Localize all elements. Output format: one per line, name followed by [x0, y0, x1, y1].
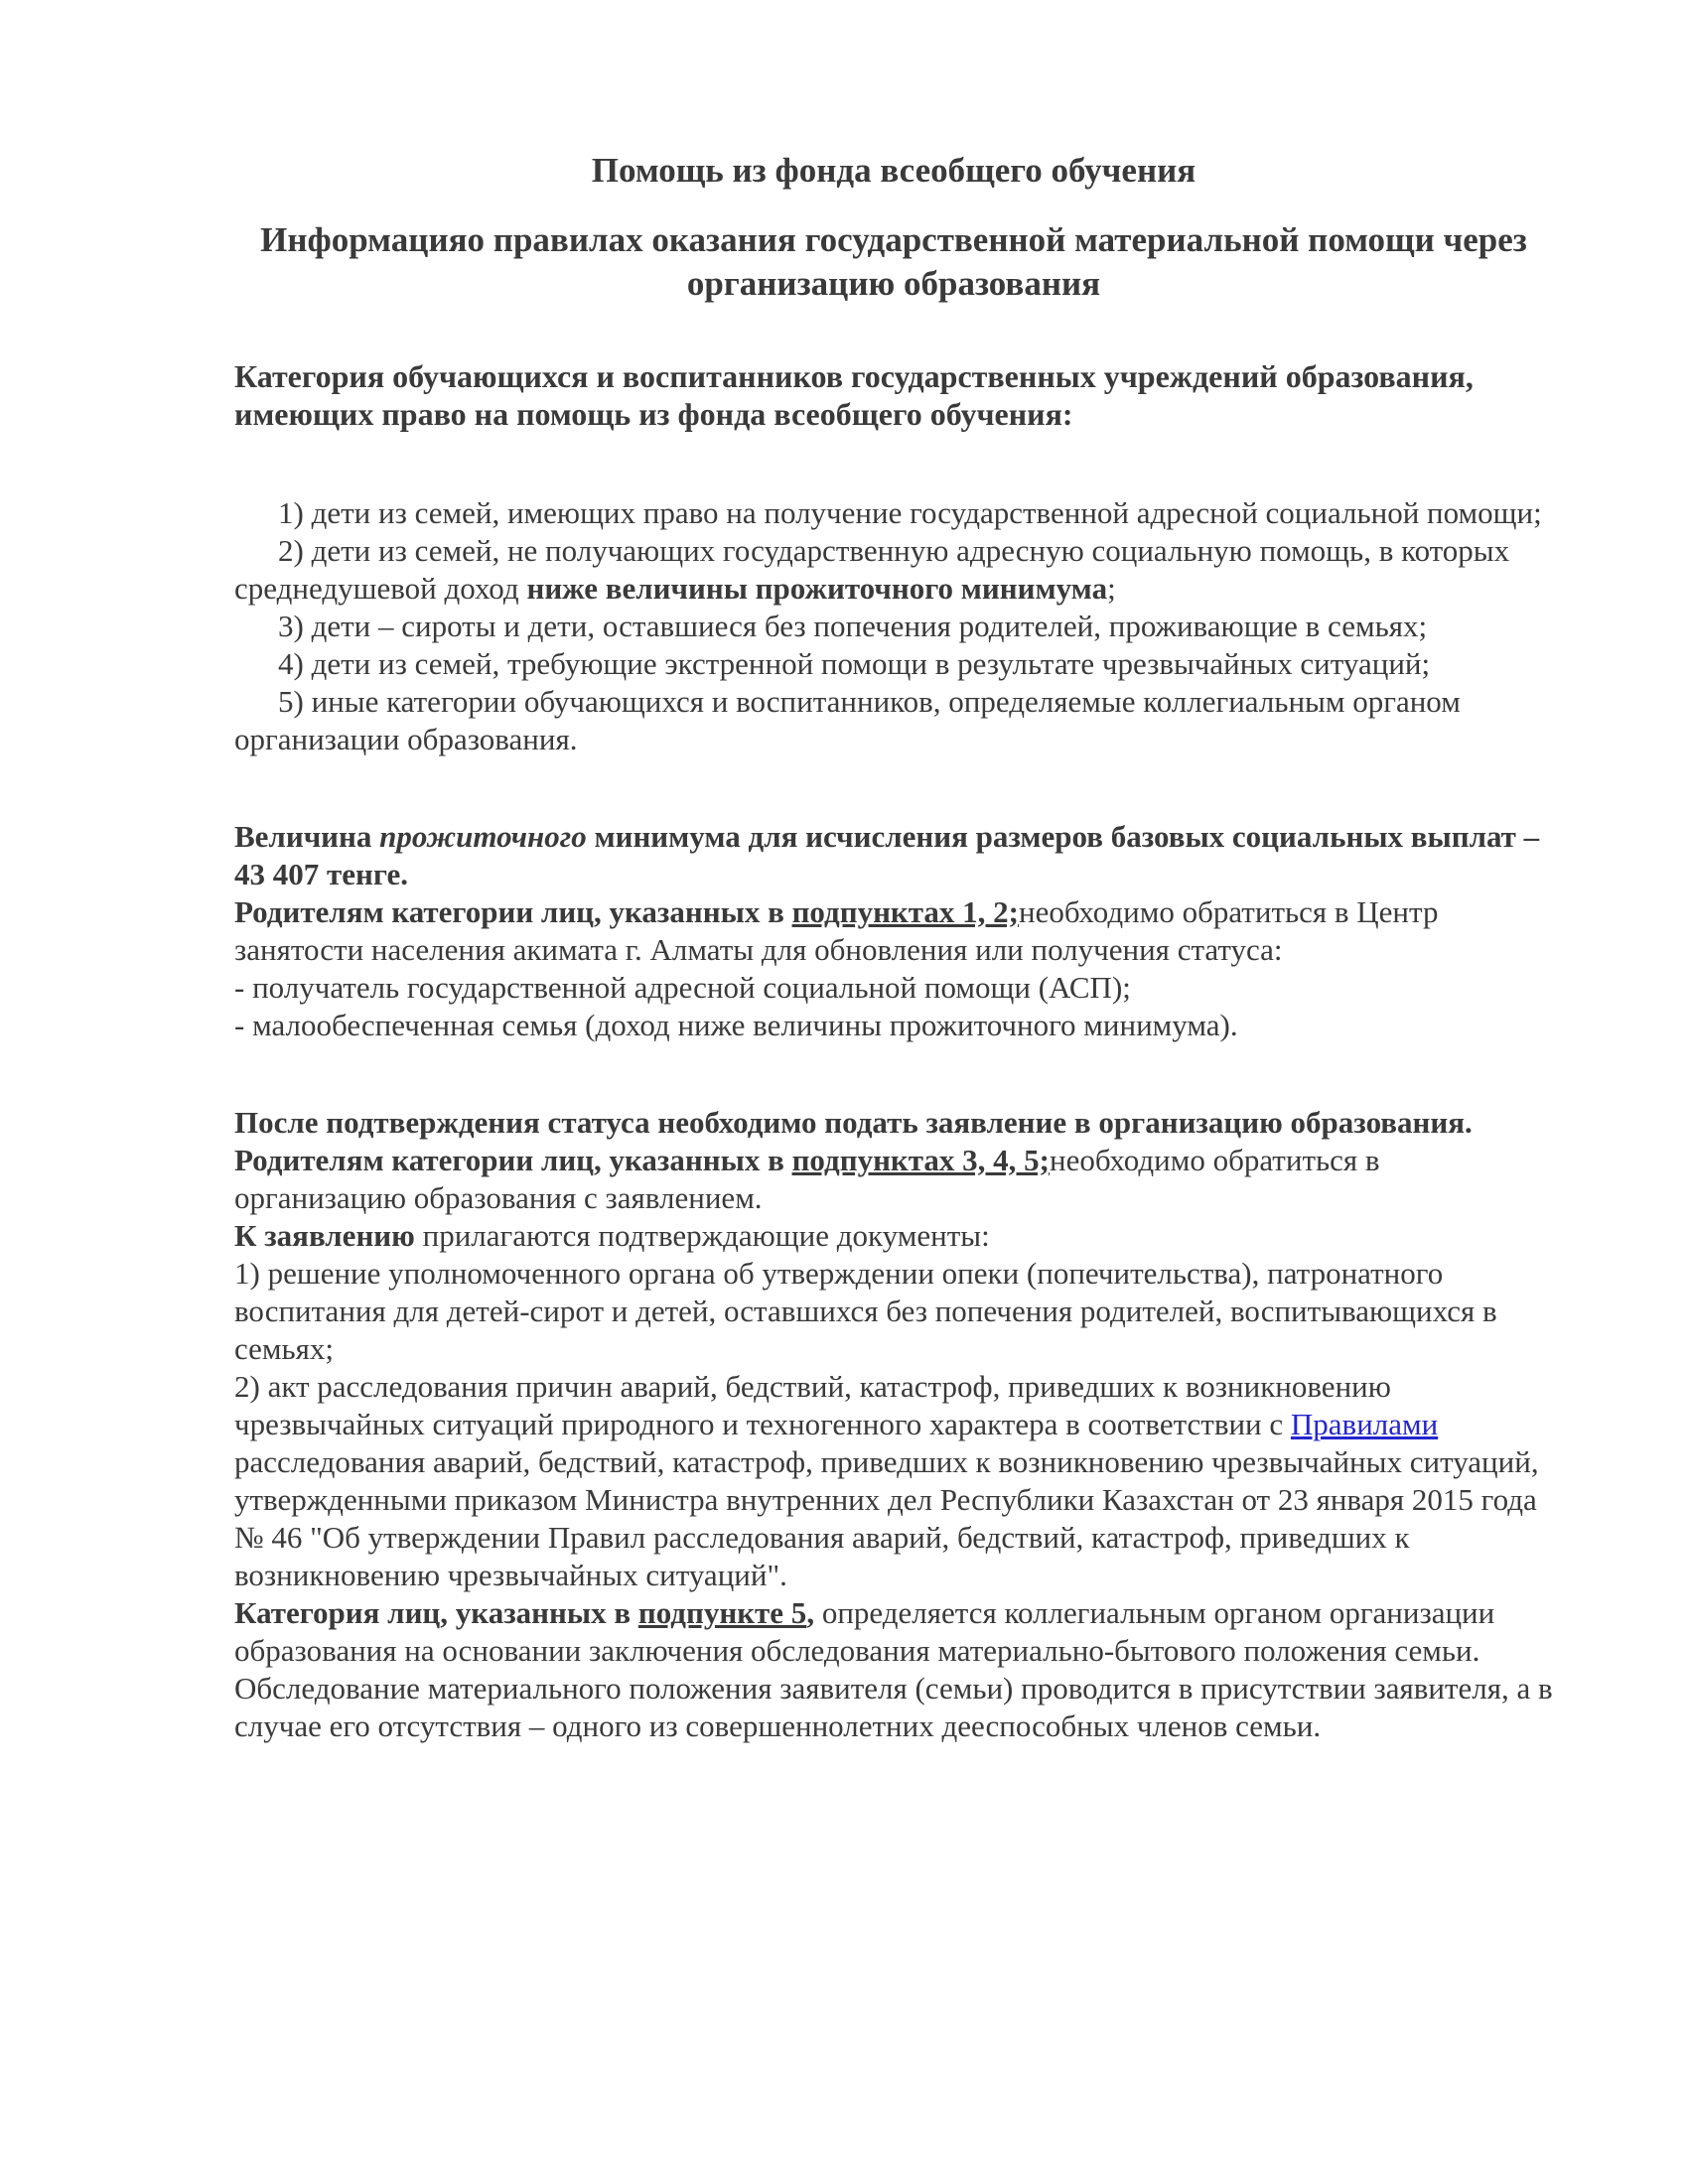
bold-text-segment: Величина: [234, 819, 380, 854]
category-list-item-1: 1) дети из семей, имеющих право на получение государственной адресной социальной помощи;: [278, 495, 1542, 530]
parents-subpoints-3-4-5-paragraph: [234, 1142, 1553, 1217]
category-list-item-3: 3) дети – сироты и дети, оставшиеся без попечения родителей, проживающие в семьях;: [278, 609, 1428, 643]
document-subtitle: Информацияо правилах оказания государственной материальной помощи через организацию образования: [260, 220, 1527, 303]
italic-text-segment: прожиточного: [379, 819, 587, 854]
text-segment: определяется коллегиальным органом организации образования на основании заключения обследования материально-бытового положения семьи.: [234, 1595, 1495, 1668]
pravila-link[interactable]: Правилами: [1290, 1407, 1439, 1441]
category-list: [234, 494, 1553, 758]
category-section-heading: Категория обучающихся и воспитанников государственных учреждений образования, имеющих право на помощь из фонда всеобщего обучения:: [234, 358, 1474, 432]
minimum-amount-paragraph: [234, 818, 1553, 893]
subpoint-5-category-paragraph: [234, 1594, 1553, 1670]
text-segment: расследования аварий, бедствий, катастроф, приведших к возникновению чрезвычайных ситуаций, утвержденными приказом Министра внутренних дел Республики Казахстан от 23 января 2015 года № 46 "Об утверждении Правил расследования аварий, бедствий, катастроф, приведших к возникновению чрезвычайных ситуаций".: [234, 1444, 1539, 1592]
bold-text-segment: ниже величины прожиточного минимума: [526, 571, 1108, 606]
category-list-item-5: 5) иные категории обучающихся и воспитанников, определяемые коллегиальным органом организации образования.: [234, 684, 1461, 756]
bold-italic-text-segment: [379, 819, 587, 854]
bold-text-segment: ,: [806, 1595, 815, 1630]
status-low-income-line: - малообеспеченная семья (доход ниже величины прожиточного минимума).: [234, 1008, 1238, 1042]
text-segment: необходимо обратиться в организацию образования с заявлением.: [234, 1143, 1380, 1215]
document-item-1: 1) решение уполномоченного органа об утверждении опеки (попечительства), патронатного воспитания для детей-сирот и детей, оставшихся без попечения родителей, воспитывающихся в семьях;: [234, 1256, 1497, 1366]
text-segment: ;: [1107, 571, 1116, 606]
bold-underline-text-segment: подпунктах 1, 2;: [791, 894, 1019, 929]
category-list-item-4: 4) дети из семей, требующие экстренной помощи в результате чрезвычайных ситуаций;: [278, 646, 1431, 681]
text-segment: 2) акт расследования причин аварий, бедствий, катастроф, приведших к возникновению чрезвычайных ситуаций природного и техногенного характера в соответствии с: [234, 1369, 1391, 1441]
inspection-paragraph: Обследование материального положения заявителя (семьи) проводится в присутствии заявителя, а в случае его отсутствия – одного из совершеннолетних дееспособных членов семьи.: [234, 1671, 1553, 1743]
text-segment: 2) дети из семей, не получающих государственную адресную социальную помощь, в которых среднедушевой доход: [234, 533, 1510, 606]
bold-text-segment: Родителям категории лиц, указанных в: [234, 894, 792, 929]
text-segment: прилагаются подтверждающие документы:: [414, 1218, 990, 1253]
bold-text-segment: К заявлению: [234, 1218, 415, 1253]
bold-text-segment: После подтверждения статуса необходимо подать заявление в организацию образования.: [234, 1105, 1473, 1140]
document-title: Помощь из фонда всеобщего обучения: [591, 151, 1196, 190]
bold-text-segment: Категория лиц, указанных в: [234, 1595, 638, 1630]
bold-text-segment: Родителям категории лиц, указанных в: [234, 1143, 792, 1177]
text-segment: необходимо обратиться в Центр занятости населения акимата г. Алматы для обновления или получения статуса:: [234, 894, 1439, 967]
bold-underline-text-segment: подпунктах 3, 4, 5;: [791, 1143, 1050, 1177]
after-confirmation-paragraph: [234, 1104, 1553, 1142]
document-item-2: [234, 1368, 1553, 1594]
minimum-section: [234, 818, 1553, 1044]
category-list-item-2: [234, 532, 1553, 608]
attachments-intro-paragraph: [234, 1217, 1553, 1255]
bold-underline-text-segment: подпункте 5: [637, 1595, 807, 1630]
status-asp-line: - получатель государственной адресной социальной помощи (АСП);: [234, 970, 1131, 1005]
parents-subpoints-1-2-paragraph: [234, 893, 1553, 969]
application-section: [234, 1104, 1553, 1745]
bold-text-segment: минимума для исчисления размеров базовых социальных выплат – 43 407 тенге.: [234, 819, 1540, 891]
